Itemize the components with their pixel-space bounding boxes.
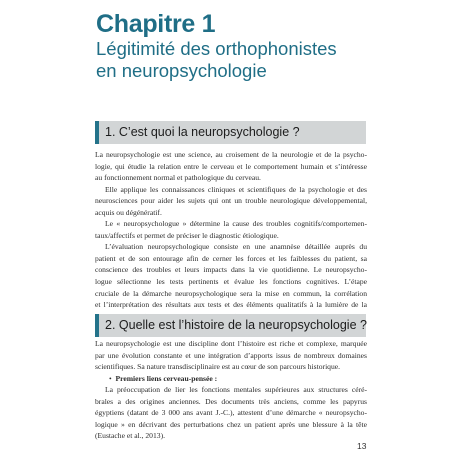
paragraph-line: acquis ou dégénératif. (95, 207, 162, 217)
paragraph-line: patient et de son entourage afin de cerner les forces et les faiblesses du patient, sa (95, 253, 367, 263)
paragraph-line: neurosciences pour aider les sujets qui ont un trouble neurologique développemental, (95, 196, 367, 206)
paragraph-line: Elle applique les connaissances cliniques et scientifiques de la psychologie et des (105, 184, 367, 194)
paragraph-line: scientifiques. Sa nature transdisciplinaire est au cœur de son parcours historique. (95, 362, 341, 372)
paragraph-line: taux/affectifs et permet de préciser le diagnostic étiologique. (95, 230, 279, 240)
paragraph-line: au fonctionnement normal et pathologique du cerveau. (95, 173, 261, 183)
paragraph-line: Le « neuropsychologue » détermine la cause des troubles cognitifs/comportemen- (105, 219, 367, 229)
chapter-number: Chapitre 1 (96, 10, 216, 38)
paragraph-line: conscience des troubles et leurs impacts dans la vie quotidienne. Le neuropsycho- (95, 265, 367, 275)
paragraph-line: logie, qui étudie la relation entre le cerveau et le comportement humain et s’intéresse (95, 161, 367, 171)
paragraph-line: logue sélectionne les tests pertinents et évalue les fonctions cognitives. L’étape (95, 277, 367, 287)
chapter-title-line: en neuropsychologie (96, 59, 267, 81)
section-body (95, 338, 367, 442)
paragraph-line: et l’interprétation des résultats aux tests et des éléments qualitatifs à la lumière de la (95, 300, 367, 310)
paragraph-line: (Eustache et al., 2013). (95, 431, 166, 441)
paragraph-line: cruciale de la démarche neuropsychologique sera la mise en commun, la corrélation (95, 288, 367, 298)
paragraph-line: La neuropsychologie est une science, au croisement de la neurologie et de la psycho- (95, 150, 367, 159)
section-body (95, 149, 367, 322)
chapter-title (96, 38, 337, 81)
paragraph-line: égyptiens (datant de 3 000 ans avant J.-C.), attestent d’une démarche « neuropsycho- (95, 408, 367, 418)
bullet-icon: • (109, 373, 116, 383)
paragraph-line: brales a des origines anciennes. Des documents très anciens, comme les papyrus (95, 396, 367, 406)
chapter-title-line: Légitimité des orthophonistes (96, 38, 337, 59)
subheading-line (95, 373, 367, 385)
paragraph-line: La neuropsychologie est une discipline dont l’histoire est riche et complexe, marquée (95, 339, 367, 348)
page-number: 13 (357, 441, 367, 451)
section-heading: 1. C’est quoi la neuropsychologie ? (95, 121, 366, 144)
subheading: Premiers liens cerveau-pensée : (115, 373, 218, 383)
paragraph-line: La préoccupation de lier les fonctions mentales supérieures aux structures céré- (105, 385, 367, 395)
paragraph-line: L’évaluation neuropsychologique consiste en une anamnèse détaillée auprès du (105, 242, 367, 252)
paragraph-line: logique » en décrivant des perturbations chez un patient après une blessure à la tête (95, 419, 367, 429)
section-heading: 2. Quelle est l’histoire de la neuropsychologie ? (95, 314, 366, 337)
paragraph-line: par une évolution constante et une intégration d’apports issus de nombreux domaines (95, 350, 367, 360)
